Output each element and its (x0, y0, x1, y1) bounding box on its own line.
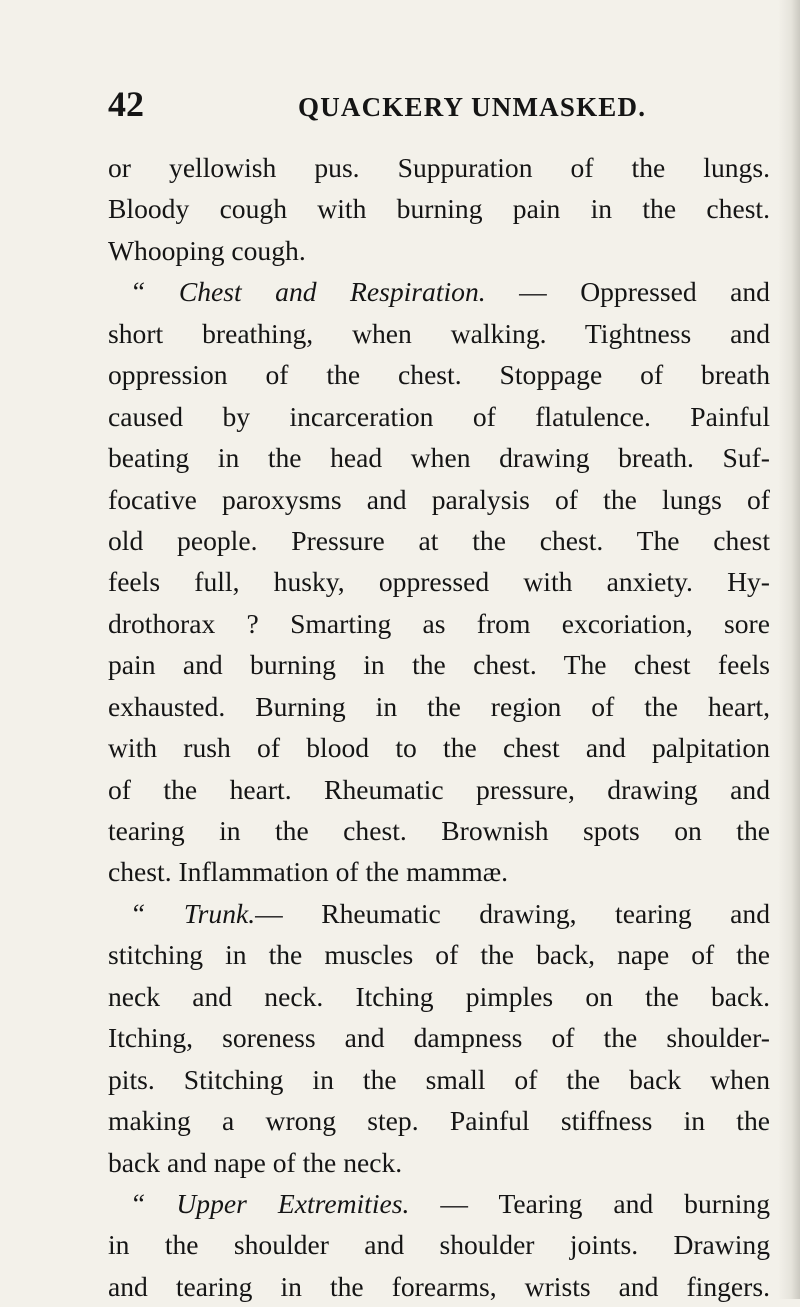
line-text: of the heart. Rheumatic pressure, drawing and (108, 773, 770, 805)
line-text: — Tearing and burning (440, 1187, 771, 1219)
text-line (108, 396, 770, 437)
line-text: exhausted. Burning in the region of the heart, (108, 690, 770, 722)
line-text: Bloody cough with burning pain in the chest. (108, 193, 770, 225)
text-line (108, 1266, 770, 1307)
text-line (108, 230, 770, 271)
text-line (108, 437, 770, 478)
text-line (108, 354, 770, 395)
opening-quote: “ (130, 276, 146, 308)
line-text: chest. Inflammation of the mammæ. (108, 856, 509, 888)
page-header (108, 84, 778, 134)
line-text: pain and burning in the chest. The chest feels (108, 649, 770, 681)
line-text: in the shoulder and shoulder joints. Drawing (108, 1229, 770, 1261)
line-text: old people. Pressure at the chest. The chest (108, 524, 770, 556)
text-line (108, 1142, 770, 1183)
text-line (108, 147, 770, 188)
text-line (108, 727, 770, 768)
page-edge-shadow (778, 0, 800, 1299)
line-text: feels full, husky, oppressed with anxiety. Hy- (108, 566, 770, 598)
page-number: 42 (108, 84, 144, 124)
line-text: oppression of the chest. Stoppage of breath (108, 359, 770, 391)
section-heading-upper-extremities: Upper Extremities. (176, 1187, 410, 1219)
running-head: QUACKERY UNMASKED. (298, 92, 647, 122)
section-heading-line (108, 893, 770, 934)
line-text: with rush of blood to the chest and palpitation (108, 732, 770, 764)
section-heading-chest: Chest and Respiration. (178, 276, 486, 308)
opening-quote: “ (130, 897, 146, 929)
text-line (108, 1100, 770, 1141)
line-text: — Rheumatic drawing, tearing and (255, 897, 770, 929)
text-line (108, 603, 770, 644)
text-line (108, 520, 770, 561)
line-text: or yellowish pus. Suppuration of the lungs. (108, 152, 770, 183)
line-text: pits. Stitching in the small of the back when (108, 1063, 770, 1095)
line-text: tearing in the chest. Brownish spots on the (108, 815, 770, 846)
text-line (108, 851, 770, 892)
text-line (108, 686, 770, 727)
line-text: caused by incarceration of flatulence. Painful (108, 400, 770, 432)
body-text (108, 147, 770, 1307)
line-text: drothorax ? Smarting as from excoriation, sore (108, 607, 770, 639)
section-heading-line (108, 1183, 770, 1224)
text-line (108, 934, 770, 975)
line-text: focative paroxysms and paralysis of the lungs of (108, 483, 770, 515)
text-line (108, 810, 770, 851)
section-heading-line (108, 271, 770, 312)
line-text: Whooping cough. (108, 234, 306, 266)
text-line (108, 644, 770, 685)
text-line (108, 1017, 770, 1058)
line-text: stitching in the muscles of the back, nape of the (108, 939, 770, 971)
line-text: making a wrong step. Painful stiffness in the (108, 1105, 770, 1137)
text-line (108, 1224, 770, 1265)
text-line (108, 561, 770, 602)
opening-quote: “ (130, 1187, 146, 1219)
text-line (108, 479, 770, 520)
text-line (108, 188, 770, 229)
line-text: Itching, soreness and dampness of the shoulder- (108, 1022, 770, 1054)
text-line (108, 313, 770, 354)
line-text: neck and neck. Itching pimples on the back. (108, 980, 770, 1012)
line-text: beating in the head when drawing breath. Suf- (108, 442, 770, 474)
text-line (108, 769, 770, 810)
line-text: — Oppressed and (519, 276, 770, 308)
line-text: and tearing in the forearms, wrists and fingers. (108, 1270, 770, 1302)
section-heading-trunk: Trunk. (183, 897, 256, 929)
line-text: short breathing, when walking. Tightness and (108, 317, 770, 349)
text-line (108, 1059, 770, 1100)
line-text: back and nape of the neck. (108, 1146, 403, 1178)
text-line (108, 976, 770, 1017)
